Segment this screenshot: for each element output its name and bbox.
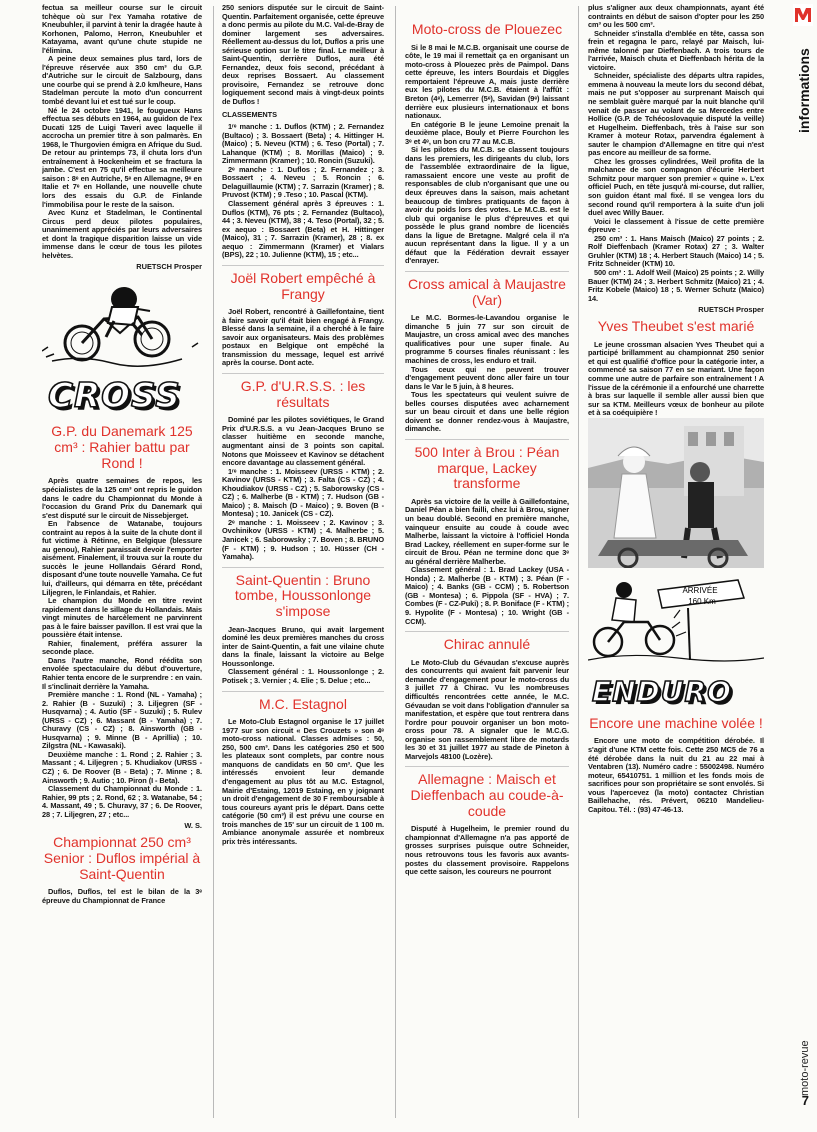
article-text: Joël Robert, rencontré à Gaillefontaine, tient à faire savoir qu'il était bien engagé à Frangy. Blessé dans la semaine, il a cherché à le faire savoir aux organisateurs. Mais des problèmes postaux en Belgique ont empêché la transmission du message, lequel est arrivé après la course. Dont acte. (222, 307, 384, 368)
page-number: 7 (801, 1093, 809, 1108)
column-4 (588, 4, 764, 814)
author-signature: W. S. (184, 821, 202, 831)
section-label: CLASSEMENTS (222, 109, 277, 119)
article-text: Après quatre semaines de repos, les spécialistes de la 125 cm³ ont repris le guidon dans le cadre du Championnat du Monde à l'occasion du Grand Prix du Danemark qui s'est disputé sur le circuit de Nissebjerget. (42, 476, 202, 520)
article-text: Chez les grosses cylindrées, Weil profita de la malchance de son compagnon d'écurie Herbert Schmitz pour marquer son premier « quine ». L'ex officiel Puch, en tête jusqu'à mi-course, dut rallier, son guidon étant mal fixé. Il se vengea lors du second round qu'il remportera à la suite d'un joli duel avec Willy Bauer. (588, 156, 764, 218)
article-text: Dominé par les pilotes soviétiques, le Grand Prix d'U.R.S.S. a vu Jean-Jacques Bruno se classer huitième en seconde manche, augmentant ainsi de 3 points son capital. Notons que Moisseev et Kavinov se détachent encore davantage au classement général. (222, 415, 384, 468)
column-3 (405, 4, 569, 877)
headline: Championnat 250 cm³ Senior : Duflos impérial à Saint-Quentin (43, 834, 201, 882)
results-text: 2ᵉ manche : 1. Moisseev ; 2. Kavinov ; 3. Ovchinikov (URSS - KTM) ; 4. Malherbe ; 5. Janicek ; 6. Saborowsky ; 7. Boven ; 8. BRUNO (F - KTM) ; 9. Hudson ; 10. Hüsser (CH - Yamaha). (222, 517, 384, 562)
results-text: 1ʳᵉ manche : 1. Duflos (KTM) ; 2. Fernandez (Bultaco) ; 3. Bossaert (Beta) ; 4. Hittinger H. (Maico) ; 5. Neveu (KTM) ; 6. Teso (Portal) ; 7. Lahanque (KTM) ; 8. Morillas (Maico) ; 9. Zimmermann (Kramer) ; 10. Roncin (Suzuki). (222, 122, 384, 166)
article-text: Le jeune crossman alsacien Yves Theubet qui a participé brillamment au championnat 250 senior et qui est qualifié d'office pour la catégorie inter, a commencé sa saison 77 en se mariant. Une façon comme une autre de parfaire son entraînement ! A l'issue de la cérémonie il a enfourché une charrette à bras sur laquelle il semble aller aussi bien que sur sa KTM. Meilleurs vœux de bonheur au pilote et à sa coéquipière ! (588, 339, 764, 418)
results-text: Classement du Championnat du Monde : 1. Rahier, 99 pts ; 2. Rond, 62 ; 3. Watanabe, 54 ; 4. Massant, 49 ; 5. Churavy, 37 ; 6. De Roover, 28 ; 7. Liljegren, 27 ; etc... (42, 784, 202, 819)
enduro-rider-illustration (588, 568, 764, 664)
sign-text: ARRIVÉE (682, 585, 718, 595)
results-text: Première manche : 1. Rond (NL - Yamaha) ; 2. Rahier (B - Suzuki) ; 3. Liljegren (SF - Husqvarna) ; 4. Autio (SF - Suzuki) ; 5. Rulev (URSS - CZ) ; 6. Massant (B - Yamaha) ; 7. Churavy (CS - CZ) ; 8. Ainsworth (GB - Husqvarna) ; 9. Minne (B - Aprillia) ; 10. Zilgstra (NL - Kawasaki). (42, 690, 202, 751)
article-text: Dans l'autre manche, Rond réédita son envolée spectaculaire du début d'ouverture, Rahier tenta encore de le surprendre : en vain. Il s'inclinait derrière la Yamaha. (42, 655, 202, 691)
article-text: Duflos, Duflos, tel est le bilan de la 3ᵉ épreuve du Championnat de France (42, 887, 202, 905)
article-text: Encore une moto de compétition dérobée. Il s'agit d'une KTM cette fois. Cette 250 MC5 de 76 a été dérobée dans la nuit du 21 au 22 mai à Ventabren (13). Numéro cadre : 55002498. Numéro moteur, 65410751. 1 million et les fonds mois de sacrifices pour son propriétaire se sont envolés. Si vous l'apercevez (la moto) contactez Christian Baillehache, rés. Prévert, 06210 Mandelieu-Capitou. Tél. : (93) 47-46-13. (588, 736, 764, 814)
article-text: fectua sa meilleur course sur le circuit tchèque où sur l'ex Yamaha rotative de Kneubuhler, il parvint à tenir la dragée haute à Korhonen, Palomo, Herron, Kneubuhler et Katayama, avant qu'une chute stupide ne l'élimina. (42, 4, 202, 55)
magazine-name: moto-revue (799, 1040, 811, 1096)
article-text: Rahier, finalement, préféra assurer la seconde place. (42, 638, 202, 657)
column-divider (578, 6, 579, 1118)
column-divider (395, 6, 396, 1118)
article-text: Le M.C. Bormes-le-Lavandou organise le dimanche 5 juin 77 sur son circuit de Maujastre, un cross amical avec des manches qualificatives pour une super finale. Au programme 5 courses finales réunissant : les machines de cross, les enduro et trail. (405, 313, 569, 365)
column-1 (42, 4, 202, 905)
results-text: Classement général : 1. Brad Lackey (USA - Honda) ; 2. Malherbe (B - KTM) ; 3. Péan (F - Maico) ; 4. Banks (GB - CCM) ; 5. Robertson (GB - Montesa) ; 6. Pippola (SF - HVA) ; 7. Combes (F - CZ-Puki) ; 8. P. Boniface (F - KTM) ; 9. Hypolite (F - Montesa) ; 10. Wright (GB - CCM). (405, 565, 569, 626)
article-text: Le champion du Monde en titre revint rapidement dans le sillage du Hollandais. Mais vingt minutes de harcèlement ne parvinrent pas à le faire baisser pavillon. Il est vrai que la poussière était intense. (42, 596, 202, 640)
headline: Joël Robert empêché à Frangy (230, 269, 376, 302)
article-text: Le Moto-Club du Gévaudan s'excuse auprès des concurrents qui avaient fait parvenir leur demande d'engagement pour le moto-cross du 3 juillet 77 à Chirac. Vu les nombreuses difficultés rencontrées cette année, le M.C. Gévaudan se voit dans l'obligation d'annuler sa manifestation, et espère que tout rentrera dans l'ordre pour pouvoir organiser un bon moto-cross pour 78. A signaler que le M.C.G. organise son rassemblement libre de motards les 30 et 31 juillet 1977 au stade de Pineton à Marvejols 48100 (Lozère). (405, 657, 569, 761)
headline: G.P. du Danemark 125 cm³ : Rahier battu par Rond ! (51, 423, 193, 471)
author-signature: RUETSCH Prosper (698, 305, 764, 315)
article-text: Jean-Jacques Bruno, qui avait largement dominé les deux premières manches du cross inter de Saint-Quentin, a fait une vilaine chute dans la finale, laissant la victoire au Belge Houssonlonge. (222, 624, 384, 668)
results-text: 2ᵉ manche : 1. Duflos ; 2. Fernandez ; 3. Bossaert ; 4. Neveu ; 5. Roncin ; 6. Delaguillaumie (KTM) ; 7. Sarrazin (Kramer) ; 8. Pruvost (KTM) ; 9 .Teso ; 10. Pascal (KTM). (222, 164, 384, 200)
headline: Allemagne : Maisch et Dieffenbach au coude-à-coude (410, 771, 564, 819)
results-text: 250 cm³ : 1. Hans Maisch (Maico) 27 points ; 2. Rolf Dieffenbach (Kramer Rotax) 27 ; 3. Walter Gruhler (KTM) 18 ; 4. Herbert Stauch (Maico) 14 ; 5. Fritz Schneider (KTM) 10. (588, 233, 764, 269)
article-text: Tous ceux qui ne peuvent trouver d'engagement peuvent donc aller faire un tour dans le Var le 5 juin, à 8 heures. (405, 364, 569, 391)
article-text: Avec Kunz et Stadelman, le Continental Circus perd deux pilotes populaires, unanimement appréciés par leurs adversaires et dont la tragique disparition laisse un vide immense dans le cœur de tous les pilotes helvètes. (42, 208, 202, 260)
headline: G.P. d'U.R.S.S. : les résultats (240, 378, 366, 410)
article-text: En catégorie B le jeune Lemoine prenait la deuxième place, Bouly et Pierre Fourchon les 3ᵉ et 4ᵉ, un bon cru 77 au M.C.B. (405, 119, 569, 146)
article-text: Si les pilotes du M.C.B. se classent toujours dans les premiers, les dirigeants du club, lors de l'assemblée extraordinaire de la ligue, ramassaient encore une veste au profit de responsables de club n'organisant que une ou deux épreuves dans la saison, mais achetant beaucoup de timbres pratiquants de façon à avoir du poids lors des votes. Le M.C.B. est le club qui organise le plus d'épreuves et qui possède le plus grand nombre de licenciés dans la ligue de Bretagne. Malgré cela il n'a aucun représentant dans la ligue. Il y a un défaut que la Fédération devrait essayer d'enrayer. (405, 145, 569, 266)
article-text: Si le 8 mai le M.C.B. organisait une course de côte, le 19 mai il remettait ça en organisant un moto-cross à Plouezec près de Paimpol. Dans cette épreuve, les inters Bourdais et Diggles remportaient l'épreuve A, mais juste derrière eux les pilotes du M.C.B. étaient à l'affût : Breton (4ᵉ), Lemerrer (5ᵉ), Savidan (9ᵉ) laissant derrière eux plusieurs internationaux et bons nationaux. (405, 42, 569, 121)
article-text: En l'absence de Watanabe, toujours contraint au repos à la suite de la chute dont il fut victime à Rétinne, en Belgique (blessure au genou), Rahier paraissait devoir l'emporter aisément. Finalement, il trouva sur la route du succès le jeune Hollandais Gérard Rond, disposant d'une toute nouvelle Yamaha. Ce fut lui, d'ailleurs, qui démarra en tête, précédant Liljegren, le Finlandais, et Rahier. (42, 519, 202, 597)
headline: Moto-cross de Plouezec (411, 21, 563, 37)
headline: M.C. Estagnol (259, 695, 347, 712)
article-text: plus s'aligner aux deux championnats, ayant été contraints en début de saison d'opter pour les 250 cm³ ou les 500 cm³. (588, 4, 764, 30)
headline: Saint-Quentin : Bruno tombe, Houssonlonge s'impose (234, 571, 372, 620)
article-text: Le Moto-Club Estagnol organise le 17 juillet 1977 sur son circuit « Des Crouzets » son 4ᵉ moto-cross national. Classes admises : 50, 250, 500 cm³. Dans les catégories 250 et 500 les plateaux sont complets, par contre nous manquons de candidats en 50 cm³. Que les intéressés envoient leur demande d'engagement au plus tôt au M.C. Estagnol, Mairie d'Estaing, 12019 Estaing, en y joignant un droit d'engagement de 30 F remboursable à tous coureurs ayant pris le départ. Dans cette catégorie (50 cm³) il est prévu une course en trois manches de 15' sur un circuit de 1 100 m. Ambiance anonymale assurée et nombreux prix très intéressants. (222, 717, 384, 846)
results-text: Deuxième manche : 1. Rond ; 2. Rahier ; 3. Massant ; 4. Liljegren ; 5. Khudiakov (URSS - CZ) ; 6. De Roover (B - Beta) ; 7. Minne ; 8. Ainsworth ; 9. Autio ; 10. Piron (I - Beta). (42, 749, 202, 785)
article-text: 250 seniors disputée sur le circuit de Saint-Quentin. Parfaitement organisée, cette épreuve a donc permis au pilote du M.C. Val-de-Bray de dominer largement ses adversaires. Réellement au-dessus du lot, Duflos a pris une sérieuse option sur le titre final. Le meilleur à Saint-Quentin, derrière Duflos, aura été Fernandez, deux fois second, précédant à deux reprises Bossaert. Au classement provisoire, Fernandez se retrouve donc logiquement second mais à vingt-deux points de Duflos ! (222, 4, 384, 107)
article-text: Schneider, spécialiste des départs ultra rapides, emmena à nouveau la meute lors du second débat, mais ne put s'opposer au surprenant Maisch qui ne semblait guère marqué par la nuit blanche qu'il venait de passer au volant de sa Mercedes entre Hollice (G.P. de Tchécoslovaquie disputé la veille) et Hugelheim. Dieffenbach, très à l'aise sur son Kramer à moteur Rotax, parvendra également à sauter le champion d'Allemagne en titre qui n'est pas encore au meilleur de sa forme. (588, 71, 764, 158)
column-2 (222, 4, 384, 846)
headline: Chirac annulé (443, 636, 531, 653)
sign-text: 160 Km (688, 596, 716, 606)
headline: 500 Inter à Brou : Péan marque, Lackey transforme (414, 443, 560, 492)
article-text: Après sa victoire de la veille à Gaillefontaine, Daniel Péan a bien failli, chez lui à Brou, signer un beau doublé. Second en première manche, vainqueur ensuite au coude à coude avec Malherbe, laissant la victoire à l'officiel Honda Brad Lackey, réellement en super-forme sur le circuit de Brou. Péan ne termine donc que 3ᵉ au général derrière Malherbe. (405, 496, 569, 566)
author-signature: RUETSCH Prosper (136, 262, 202, 272)
results-text: Classement général : 1. Houssonlonge ; 2. Potisek ; 3. Vernier ; 4. Elie ; 5. Delue ; etc... (222, 667, 384, 685)
headline: Cross amical à Maujastre (Var) (408, 275, 566, 308)
column-divider (213, 6, 214, 1118)
section-side-label: informations (796, 48, 812, 133)
article-text: Voici le classement à l'issue de cette première épreuve : (588, 216, 764, 235)
headline: Yves Theubet s'est marié (597, 318, 755, 335)
results-text: 500 cm³ : 1. Adolf Weil (Maico) 25 points ; 2. Willy Bauer (KTM) 24 ; 3. Herbert Schmitz (Maico) 21 ; 4. Fritz Kobele (Maico) 18 ; 5. Werner Schutz (Maico) 14. (588, 267, 764, 303)
article-text: Disputé à Hugelheim, le premier round du championnat d'Allemagne n'a pas apporté de grosses surprises puisque outre Schneider, nous retrouvons tous les favoris aux avants-postes du classement provisoire. Rappelons que cette saison, les coureurs ne pourront (405, 824, 569, 877)
motocross-rider-illustration (42, 275, 202, 367)
article-text: Tous les spectateurs qui veulent suivre de belles courses disputées avec acharnement sur un beau circuit et dans une belle région doivent se donner rendez-vous à Maujastre, dimanche. (405, 390, 569, 434)
wedding-photo (588, 418, 764, 568)
article-text: Schneider s'installa d'emblée en tête, cassa son frein et regagna le parc, relayé par Maisch, lui-même talonné par Dieffenbach. A trois tours de l'arrivée, Maisch chuta et Dieffenbach hérita de la victoire. (588, 28, 764, 72)
cross-section-logo: CROSS (48, 376, 181, 417)
results-text: 1ʳᵉ manche : 1. Moisseev (URSS - KTM) ; 2. Kavinov (URSS - KTM) ; 3. Falta (CS - CZ) ; 4. Khoudiakov (URSS - CZ) ; 5. Saborowsky (CS - CZ) ; 6. Malherbe (B - KTM) ; 7. Hudson (GB - Maico) ; 8. Maisch (D - Maico) ; 9. Boven (B - Montesa) ; 10. Janicek (CS - CZ). (222, 466, 384, 519)
article-text: Né le 24 octobre 1941, le fougueux Hans effectua ses débuts en 1964, au guidon de l'ex Ducati 125 de Luigi Taveri avec laquelle il accrocha un premier titre à son palmarès. En 1968, le Thurgovien émigra en Afrique du Sud. De retour au printemps 73, il chuta lors d'un entraînement à Hockenheim et se fractura la jambe. C'est en 75 qu'il effectue sa meilleure saison : 8ᵉ en Autriche, 5ᵉ en Allemagne, 9ᵉ en Italie et 7ᵉ en Hollande, une nouvelle chute lors des essais du G.P. de Finlande l'immobilisa pour le reste de la saison. (42, 105, 202, 209)
headline: Encore une machine volée ! (589, 714, 763, 731)
results-text: Classement général après 3 épreuves : 1. Duflos (KTM), 76 pts ; 2. Fernandez (Bultaco), 44 ; 3. Neveu (KTM), 38 ; 4. Teso (Portal), 32 ; 5. ex aequo : Bossaert (Beta) et H. Hittinger (Maico), 31 ; 7. Sarrazin (Kramer), 28 ; 8. ex aequo : Zimmermann (Kramer) et Vialars (BPS), 22 ; 10. Julienne (KTM), 15 ; etc... (222, 199, 384, 260)
enduro-section-logo: ENDURO (592, 674, 732, 708)
article-text: A peine deux semaines plus tard, lors de l'épreuve réservée aux 350 cm³ du G.P. d'Autriche sur le circuit de Salzbourg, dans une courbe qui se prend à 2.0 km/heure, Hans Stadelman percute la moto d'un concurrent tombé devant lui et est tué sur le coup. (42, 54, 202, 107)
